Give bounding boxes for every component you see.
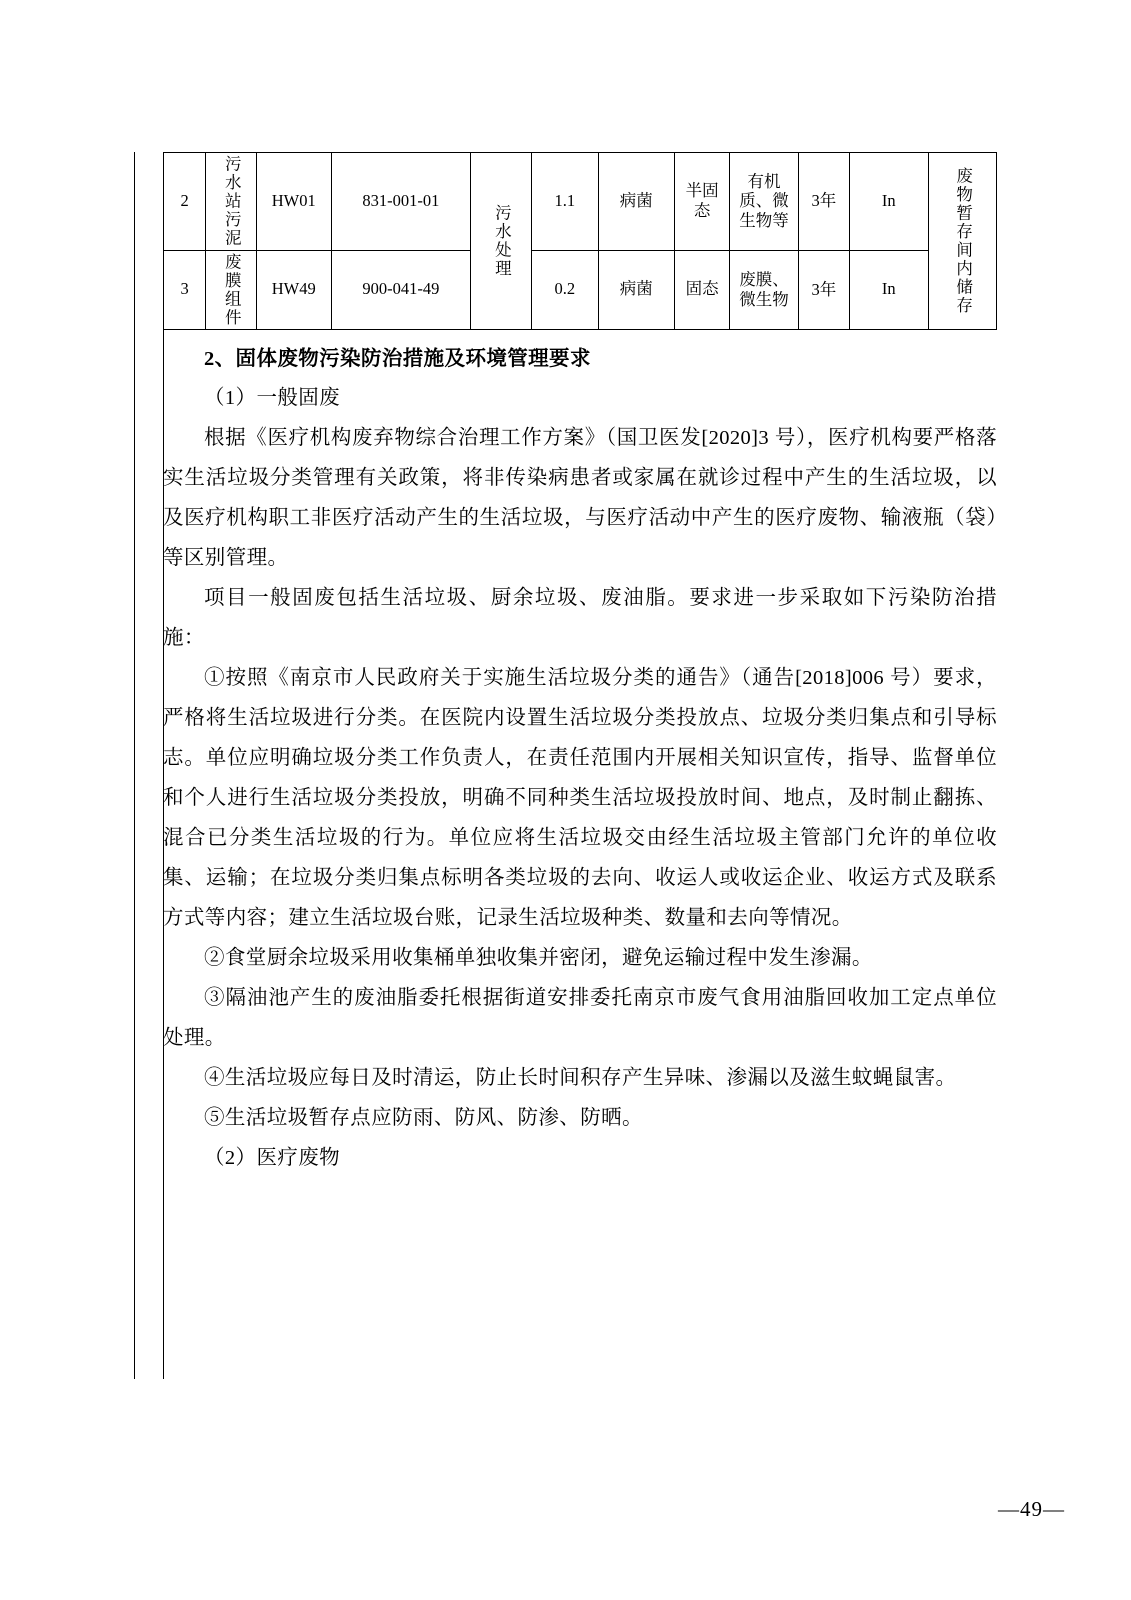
cell-storage: 废物暂存间内储存 bbox=[928, 153, 996, 330]
section-heading: 2、固体废物污染防治措施及环境管理要求 bbox=[204, 347, 591, 370]
cell-component: 废膜、微生物 bbox=[739, 269, 789, 309]
sub-heading-general-solid-waste: （1）一般固废 bbox=[204, 387, 341, 410]
cell-component: 有机质、微生物等 bbox=[739, 171, 789, 231]
paragraph-3: ①按照《南京市人民政府关于实施生活垃圾分类的通告》（通告[2018]006 号）要求，严格将生活垃圾进行分类。在医院内设置生活垃圾分类投放点、垃圾分类归集点和引导标志。单位应明确垃圾分类工作负责人，在责任范围内开展相关知识宣传，指导、监督单位和个人进行生活垃圾分类投放，明确不同种类生活垃圾投放时间、地点，及时制止翻拣、混合已分类生活垃圾的行为。单位应将生活垃圾交由经生活垃圾主管部门允许的单位收集、运输；在垃圾分类归集点标明各类垃圾的去向、收运人或收运企业、收运方式及联系方式等内容；建立生活垃圾台账，记录生活垃圾种类、数量和去向等情况。 bbox=[163, 667, 997, 930]
cell-waste-name: 废膜组件 bbox=[206, 250, 256, 329]
cell-process: 污水处理 bbox=[470, 153, 531, 330]
cell-flow: In bbox=[850, 153, 928, 251]
page-border-outer bbox=[134, 152, 135, 1379]
paragraph-1: 根据《医疗机构废弃物综合治理工作方案》（国卫医发[2020]3 号），医疗机构要严格落实生活垃圾分类管理有关政策，将非传染病患者或家属在就诊过程中产生的生活垃圾，以及医疗机构职工非医疗活动产生的生活垃圾，与医疗活动中产生的医疗废物、输液瓶（袋）等区别管理。 bbox=[163, 427, 997, 570]
paragraph-7: ⑤生活垃圾暂存点应防雨、防风、防渗、防晒。 bbox=[204, 1106, 643, 1129]
cell-form: 半固态 bbox=[685, 181, 719, 221]
paragraph-5: ③隔油池产生的废油脂委托根据街道安排委托南京市废气食用油脂回收加工定点单位处理。 bbox=[163, 987, 997, 1049]
cell-period: 3年 bbox=[811, 279, 837, 299]
hazardous-waste-table bbox=[163, 152, 997, 330]
cell-no: 2 bbox=[164, 153, 206, 251]
cell-hazard: 病菌 bbox=[598, 153, 674, 251]
table-row bbox=[164, 250, 997, 329]
cell-waste-code: 900-041-49 bbox=[331, 250, 470, 329]
cell-waste-name: 污水站污泥 bbox=[206, 153, 256, 251]
paragraph-2: 项目一般固废包括生活垃圾、厨余垃圾、废油脂。要求进一步采取如下污染防治措施： bbox=[163, 587, 997, 650]
sub-heading-medical-waste: （2）医疗废物 bbox=[204, 1146, 341, 1169]
cell-amount: 0.2 bbox=[532, 250, 598, 329]
cell-period: 3年 bbox=[811, 191, 837, 211]
page-number: —49— bbox=[998, 1497, 1065, 1521]
paragraph-6: ④生活垃圾应每日及时清运，防止长时间积存产生异味、渗漏以及滋生蚊蝇鼠害。 bbox=[204, 1066, 957, 1089]
table-row bbox=[164, 153, 997, 251]
cell-hw-category: HW49 bbox=[256, 250, 331, 329]
page-content bbox=[163, 152, 997, 1179]
cell-form: 固态 bbox=[675, 250, 730, 329]
cell-no: 3 bbox=[164, 250, 206, 329]
cell-hw-category: HW01 bbox=[256, 153, 331, 251]
cell-waste-code: 831-001-01 bbox=[331, 153, 470, 251]
cell-flow: In bbox=[850, 250, 928, 329]
paragraph-4: ②食堂厨余垃圾采用收集桶单独收集并密闭，避免运输过程中发生渗漏。 bbox=[204, 947, 873, 970]
cell-amount: 1.1 bbox=[532, 153, 598, 251]
cell-hazard: 病菌 bbox=[598, 250, 674, 329]
